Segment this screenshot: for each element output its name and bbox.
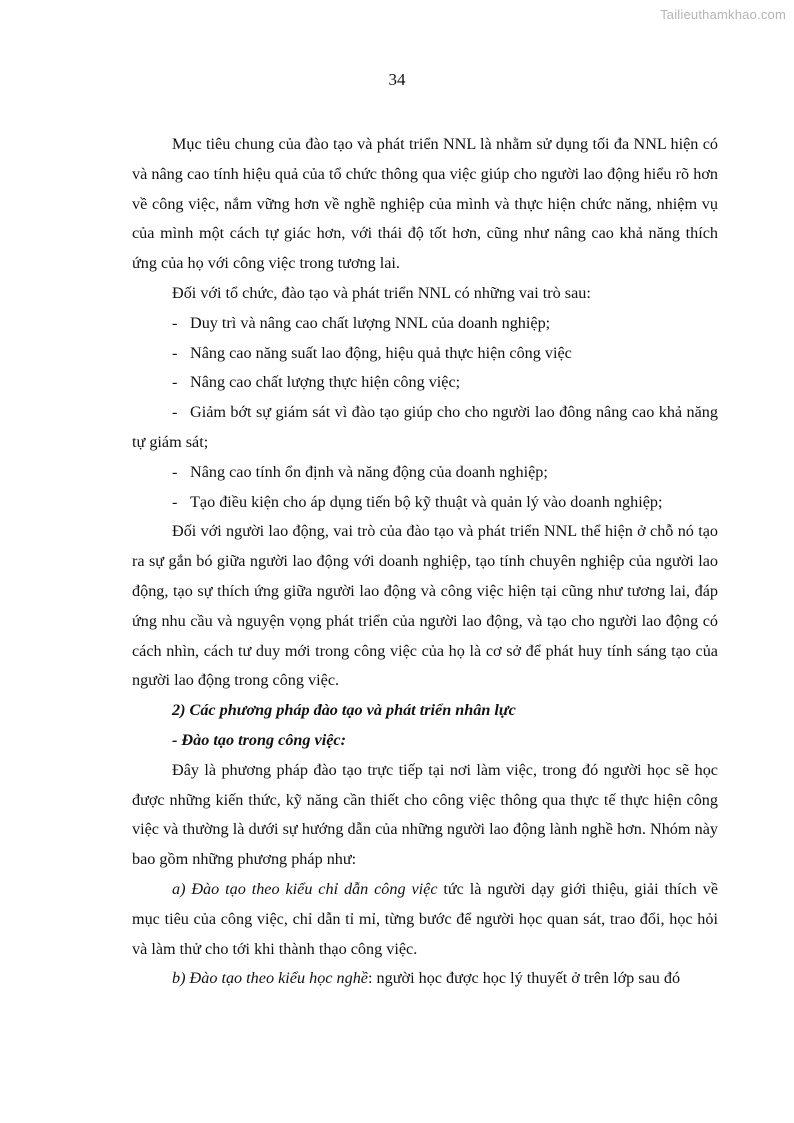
method-a [132, 875, 718, 964]
method-b [132, 964, 718, 994]
method-b-title: b) Đào tạo theo kiểu học nghề [172, 969, 368, 988]
section-heading: 2) Các phương pháp đào tạo và phát triển nhân lực [172, 701, 516, 720]
bullet-text: Giảm bớt sự giám sát vì đào tạo giúp cho cho người lao đông nâng cao khả năng tự giám sát; [132, 403, 718, 451]
method-a-text: tức là người dạy giới thiệu, giải thích về mục tiêu của công việc, chỉ dẫn tỉ mỉ, từng bước để người học quan sát, trao đổi, học hỏi và làm thử cho tới khi thành thạo công việc. [132, 879, 718, 958]
document-body [132, 130, 718, 994]
paragraph-worker-role: Đối với người lao động, vai trò của đào tạo và phát triển NNL thể hiện ở chỗ nó tạo ra sự gắn bó giữa người lao động với doanh nghiệp, tạo tính chuyên nghiệp của người lao động, tạo sự thích ứng giữa người lao động và công việc hiện tại cũng như tương lai, đáp ứng nhu cầu và nguyện vọng phát triển của người lao động, và tạo cho người lao động có cách nhìn, cách tư duy mới trong công việc của họ là cơ sở để phát huy tính sáng tạo của người lao động trong công việc. [132, 522, 718, 690]
bullet-item [132, 309, 718, 339]
bullet-dash: - [172, 373, 178, 392]
bullet-dash: - [172, 403, 178, 422]
bullet-text: Nâng cao năng suất lao động, hiệu quả thực hiện công việc [190, 343, 572, 362]
bullet-dash: - [172, 492, 178, 511]
bullet-dash: - [172, 462, 178, 481]
method-b-text: : người học được học lý thuyết ở trên lớp sau đó [368, 969, 681, 988]
bullet-text: Tạo điều kiện cho áp dụng tiến bộ kỹ thuật và quản lý vào doanh nghiệp; [190, 492, 663, 511]
bullet-item [132, 398, 718, 458]
bullet-text: Nâng cao chất lượng thực hiện công việc; [190, 373, 461, 392]
bullet-text: Nâng cao tính ổn định và năng động của doanh nghiệp; [190, 462, 548, 481]
bullet-text: Duy trì và nâng cao chất lượng NNL của doanh nghiệp; [190, 313, 551, 332]
paragraph-org-role-intro: Đối với tổ chức, đào tạo và phát triển NNL có những vai trò sau: [172, 283, 591, 302]
method-a-title: a) Đào tạo theo kiểu chỉ dẫn công việc [172, 879, 438, 898]
bullet-item [132, 339, 718, 369]
bullet-dash: - [172, 343, 178, 362]
watermark: Tailieuthamkhao.com [660, 7, 786, 22]
bullet-item [132, 368, 718, 398]
paragraph-objective: Mục tiêu chung của đào tạo và phát triển NNL là nhằm sử dụng tối đa NNL hiện có và nâng cao tính hiệu quả của tổ chức thông qua việc giúp cho người lao động hiểu rõ hơn về công việc, nắm vững hơn về nghề nghiệp của mình và thực hiện chức năng, nhiệm vụ của mình một cách tự giác hơn, với thái độ tốt hơn, cũng như nâng cao khả năng thích ứng của họ với công việc trong tương lai. [132, 135, 718, 273]
bullet-item [132, 458, 718, 488]
subsection-heading: - Đào tạo trong công việc: [172, 730, 346, 749]
bullet-dash: - [172, 313, 178, 332]
page-number: 34 [388, 70, 406, 89]
bullet-item [132, 488, 718, 518]
paragraph-onjob-desc: Đây là phương pháp đào tạo trực tiếp tại nơi làm việc, trong đó người học sẽ học được những kiến thức, kỹ năng cần thiết cho công việc thông qua thực tế thực hiện công việc và thường là dưới sự hướng dẫn của những người lao động lành nghề hơn. Nhóm này bao gồm những phương pháp như: [132, 760, 718, 869]
